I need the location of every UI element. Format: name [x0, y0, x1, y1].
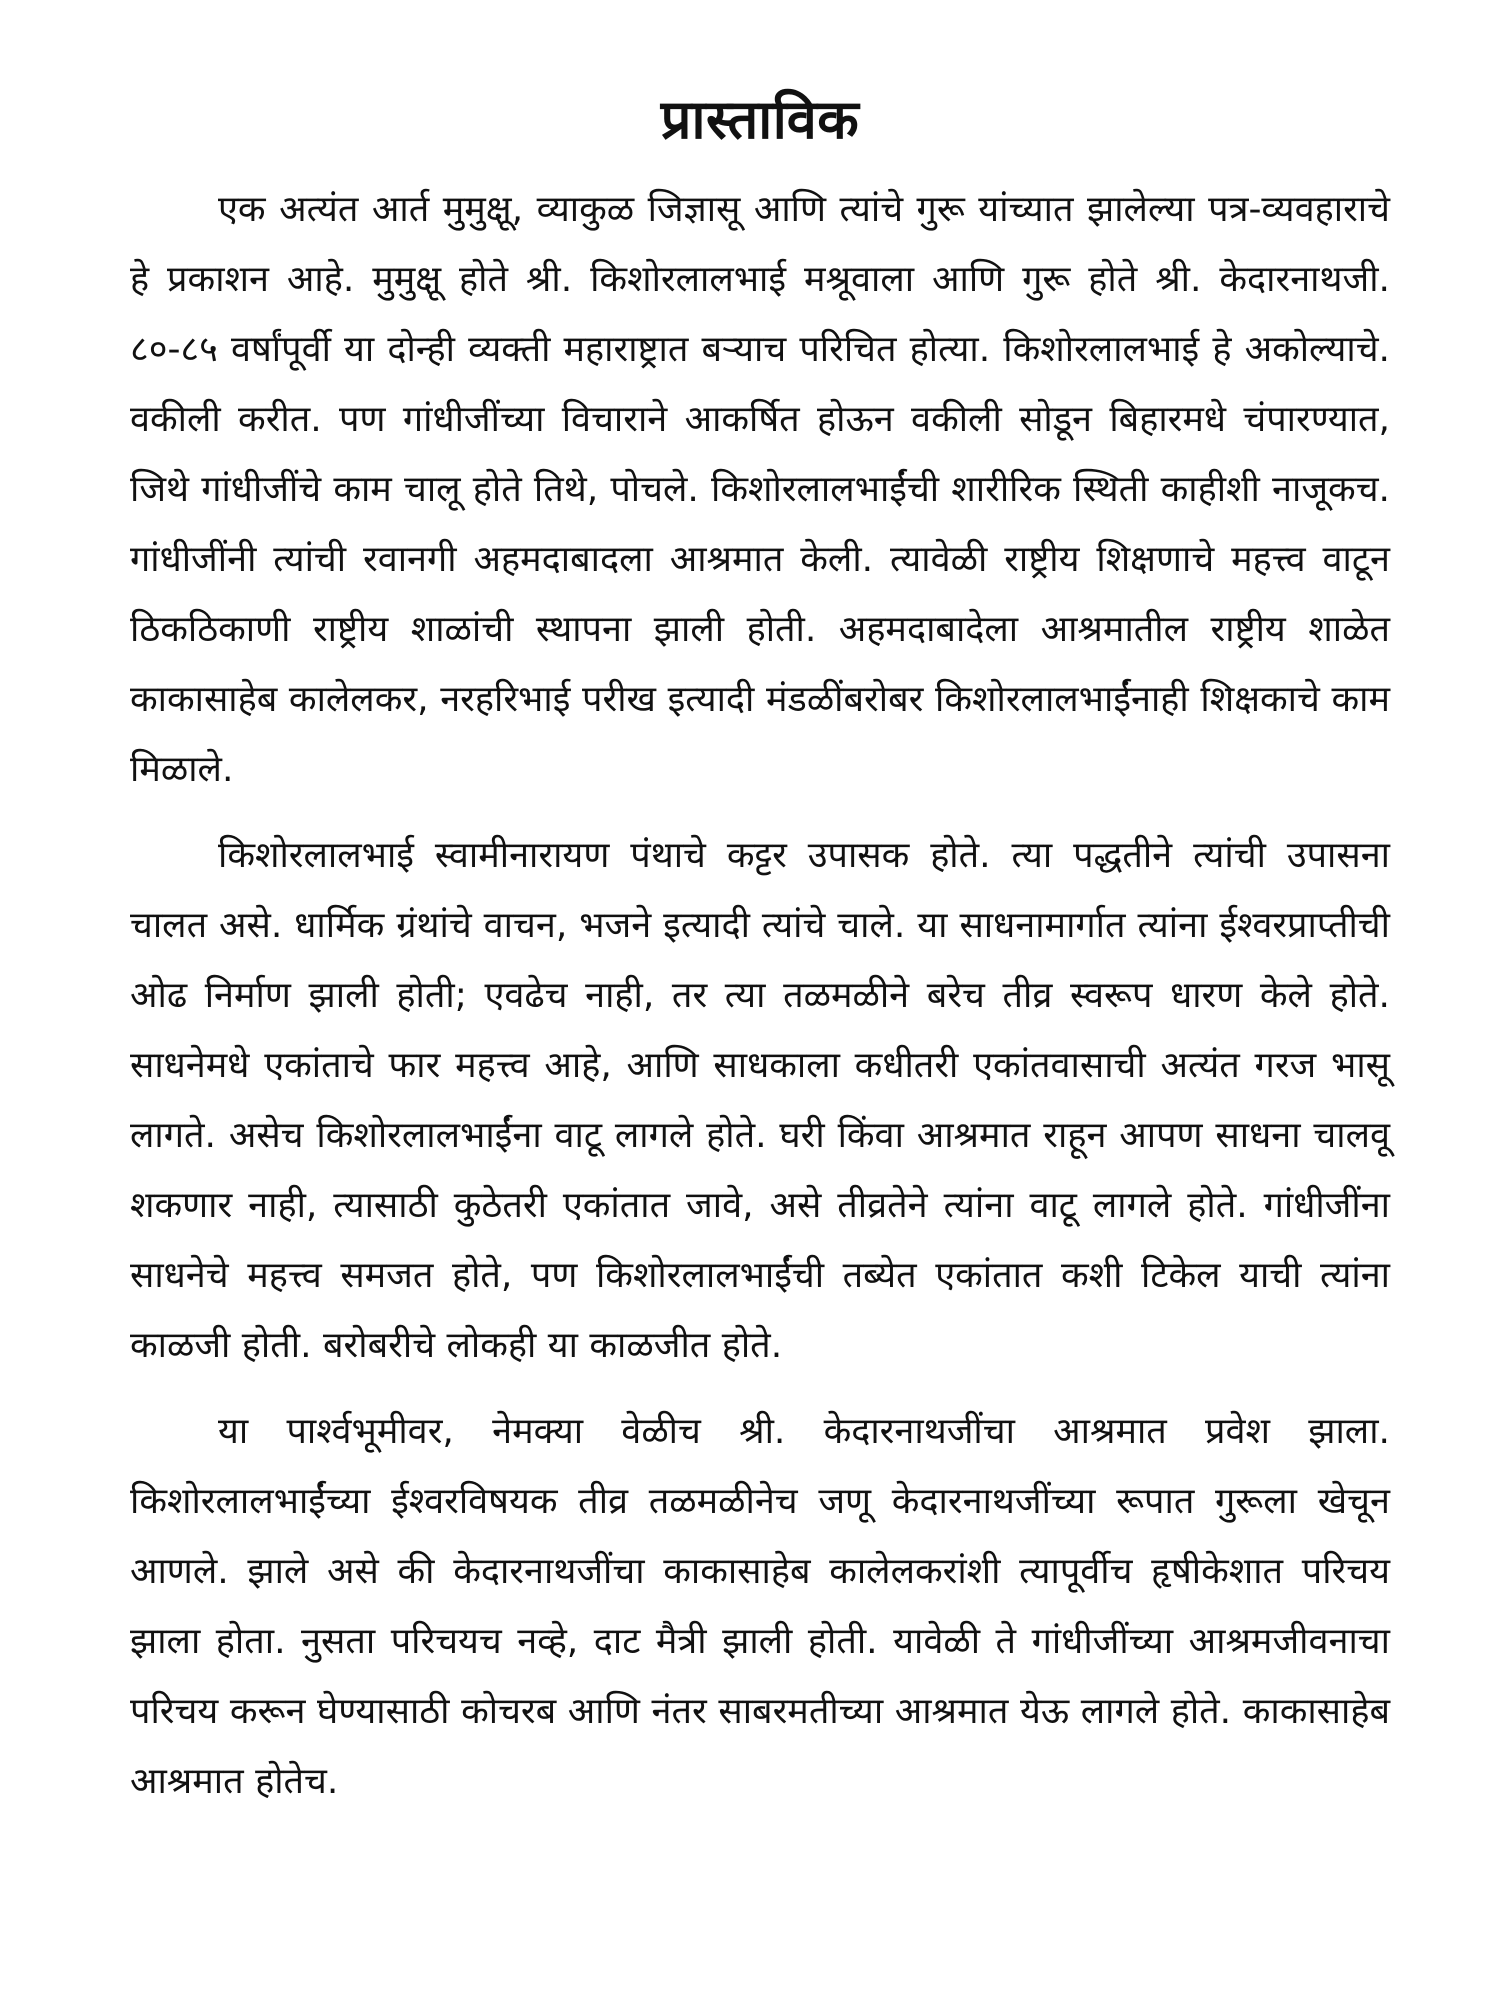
page-title: प्रास्ताविक	[660, 88, 860, 151]
paragraph-1: एक अत्यंत आर्त मुमुक्षू, व्याकुळ जिज्ञासू आणि त्यांचे गुरू यांच्यात झालेल्या पत्र-व्यवहाराचे हे प्रकाशन आहे. मुमुक्षू होते श्री. किशोरलालभाई मश्रूवाला आणि गुरू होते श्री. केदारनाथजी. ८०-८५ वर्षांपूर्वी या दोन्ही व्यक्ती महाराष्ट्रात बऱ्याच परिचित होत्या. किशोरलालभाई हे अकोल्याचे. वकीली करीत. पण गांधीजींच्या विचाराने आकर्षित होऊन वकीली सोडून बिहारमधे चंपारण्यात, जिथे गांधीजींचे काम चालू होते तिथे, पोचले. किशोरलालभाईंची शारीरिक स्थिती काहीशी नाजूकच. गांधीजींनी त्यांची रवानगी अहमदाबादला आश्रमात केली. त्यावेळी राष्ट्रीय शिक्षणाचे महत्त्व वाटून ठिकठिकाणी राष्ट्रीय शाळांची स्थापना झाली होती. अहमदाबादेला आश्रमातील राष्ट्रीय शाळेत काकासाहेब कालेलकर, नरहरिभाई परीख इत्यादी मंडळींबरोबर किशोरलालभाईंनाही शिक्षकाचे काम मिळाले.	[130, 188, 1390, 790]
paragraph-3: या पार्श्वभूमीवर, नेमक्या वेळीच श्री. केदारनाथजींचा आश्रमात प्रवेश झाला. किशोरलालभाईंच्या ईश्वरविषयक तीव्र तळमळीनेच जणू केदारनाथजींच्या रूपात गुरूला खेचून आणले. झाले असे की केदारनाथजींचा काकासाहेब कालेलकरांशी त्यापूर्वीच हृषीकेशात परिचय झाला होता. नुसता परिचयच नव्हे, दाट मैत्री झाली होती. यावेळी ते गांधीजींच्या आश्रमजीवनाचा परिचय करून घेण्यासाठी कोचरब आणि नंतर साबरमतीच्या आश्रमात येऊ लागले होते. काकासाहेब आश्रमात होतेच.	[130, 1410, 1390, 1802]
paragraph-2: किशोरलालभाई स्वामीनारायण पंथाचे कट्टर उपासक होते. त्या पद्धतीने त्यांची उपासना चालत असे. धार्मिक ग्रंथांचे वाचन, भजने इत्यादी त्यांचे चाले. या साधनामार्गात त्यांना ईश्वरप्राप्तीची ओढ निर्माण झाली होती; एवढेच नाही, तर त्या तळमळीने बरेच तीव्र स्वरूप धारण केले होते. साधनेमधे एकांताचे फार महत्त्व आहे, आणि साधकाला कधीतरी एकांतवासाची अत्यंत गरज भासू लागते. असेच किशोरलालभाईंना वाटू लागले होते. घरी किंवा आश्रमात राहून आपण साधना चालवू शकणार नाही, त्यासाठी कुठेतरी एकांतात जावे, असे तीव्रतेने त्यांना वाटू लागले होते. गांधीजींना साधनेचे महत्त्व समजत होते, पण किशोरलालभाईंची तब्येत एकांतात कशी टिकेल याची त्यांना काळजी होती. बरोबरीचे लोकही या काळजीत होते.	[130, 834, 1390, 1366]
